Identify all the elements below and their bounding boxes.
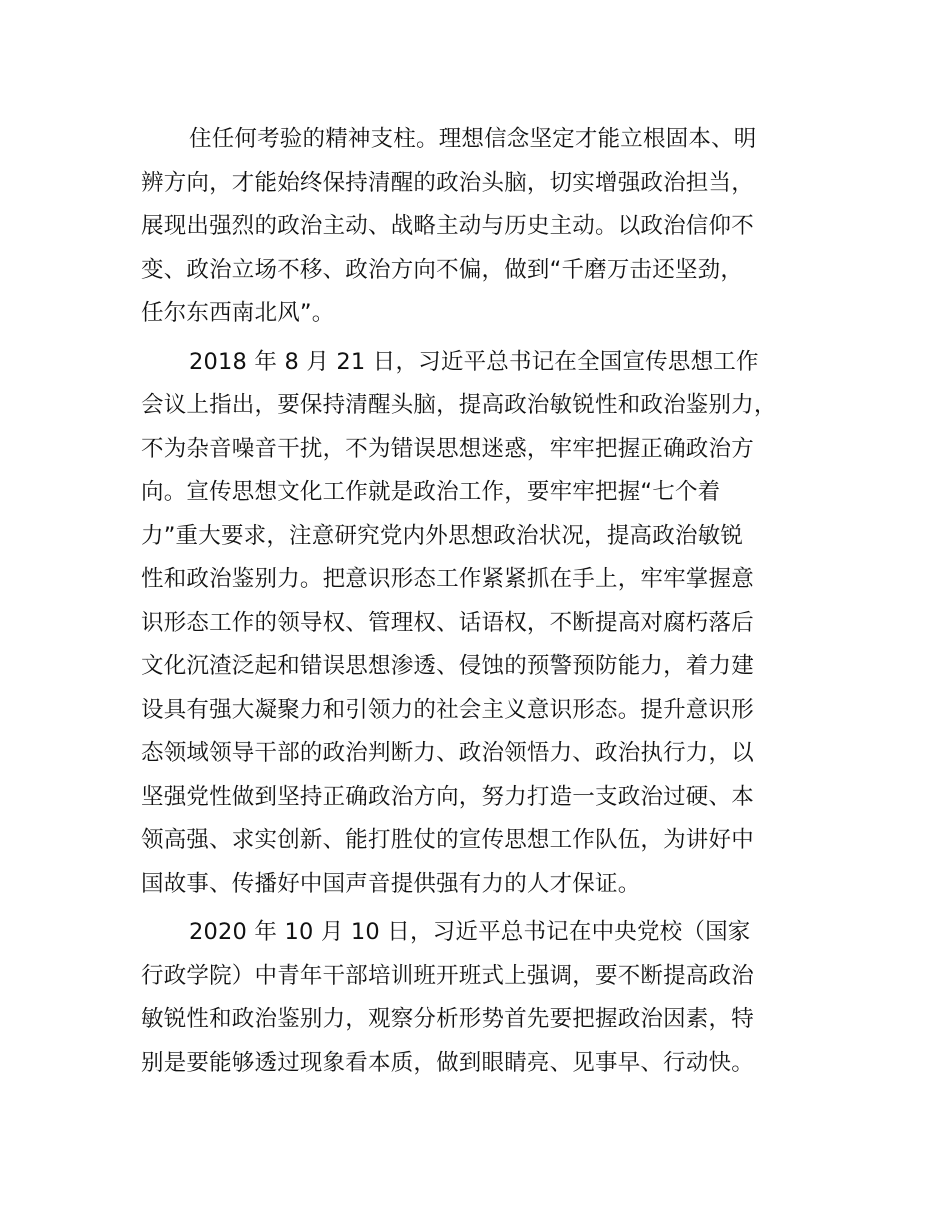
- paragraph-2: [141, 341, 831, 907]
- text-line: 力”重大要求，注意研究党内外思想政治状况，提高政治敏锐: [141, 522, 744, 549]
- text-line: 不为杂音噪音干扰，不为错误思想迷惑，牢牢把握正确政治方: [141, 435, 754, 462]
- text-line: 展现出强烈的政治主动、战略主动与历史主动。以政治信仰不: [141, 213, 754, 239]
- text-line: 会议上指出，要保持清醒头脑，提高政治敏锐性和政治鉴别力，: [141, 392, 777, 418]
- text-line: 2018 年 8 月 21 日，习近平总书记在全国宣传思想工作: [189, 348, 759, 375]
- text-line: 变、政治立场不移、政治方向不偏，做到“千磨万击还坚劲，: [141, 256, 744, 283]
- text-line: 态领域领导干部的政治判断力、政治领悟力、政治执行力，以: [141, 740, 754, 766]
- text-line: 领高强、求实创新、能打胜仗的宣传思想工作队伍，为讲好中: [141, 827, 754, 853]
- text-line: 敏锐性和政治鉴别力，观察分析形势首先要把握政治因素，特: [141, 1006, 754, 1032]
- text-line: 国故事、传播好中国声音提供强有力的人才保证。: [141, 870, 641, 897]
- document-page: [141, 118, 831, 1090]
- text-line: 任尔东西南北风”。: [141, 300, 335, 326]
- text-line: 别是要能够透过现象看本质，做到眼睛亮、见事早、行动快。: [141, 1049, 754, 1076]
- text-line: 住任何考验的精神支柱。理想信念坚定才能立根固本、明: [189, 126, 757, 152]
- paragraph-1: [141, 118, 831, 336]
- text-line: 识形态工作的领导权、管理权、话语权，不断提高对腐朽落后: [141, 609, 754, 636]
- text-line: 设具有强大凝聚力和引领力的社会主义意识形态。提升意识形: [141, 696, 754, 723]
- text-line: 向。宣传思想文化工作就是政治工作，要牢牢把握“七个着: [141, 479, 721, 505]
- text-line: 辨方向，才能始终保持清醒的政治头脑，切实增强政治担当，: [141, 169, 754, 196]
- text-line: 2020 年 10 月 10 日，习近平总书记在中央党校（国家: [189, 919, 751, 945]
- text-line: 坚强党性做到坚持正确政治方向，努力打造一支政治过硬、本: [141, 783, 754, 810]
- text-line: 文化沉渣泛起和错误思想渗透、侵蚀的预警预防能力，着力建: [141, 653, 754, 679]
- paragraph-3: [141, 911, 831, 1085]
- text-line: 性和政治鉴别力。把意识形态工作紧紧抓在手上，牢牢掌握意: [141, 566, 754, 592]
- text-line: 行政学院）中青年干部培训班开班式上强调，要不断提高政治: [141, 962, 754, 989]
